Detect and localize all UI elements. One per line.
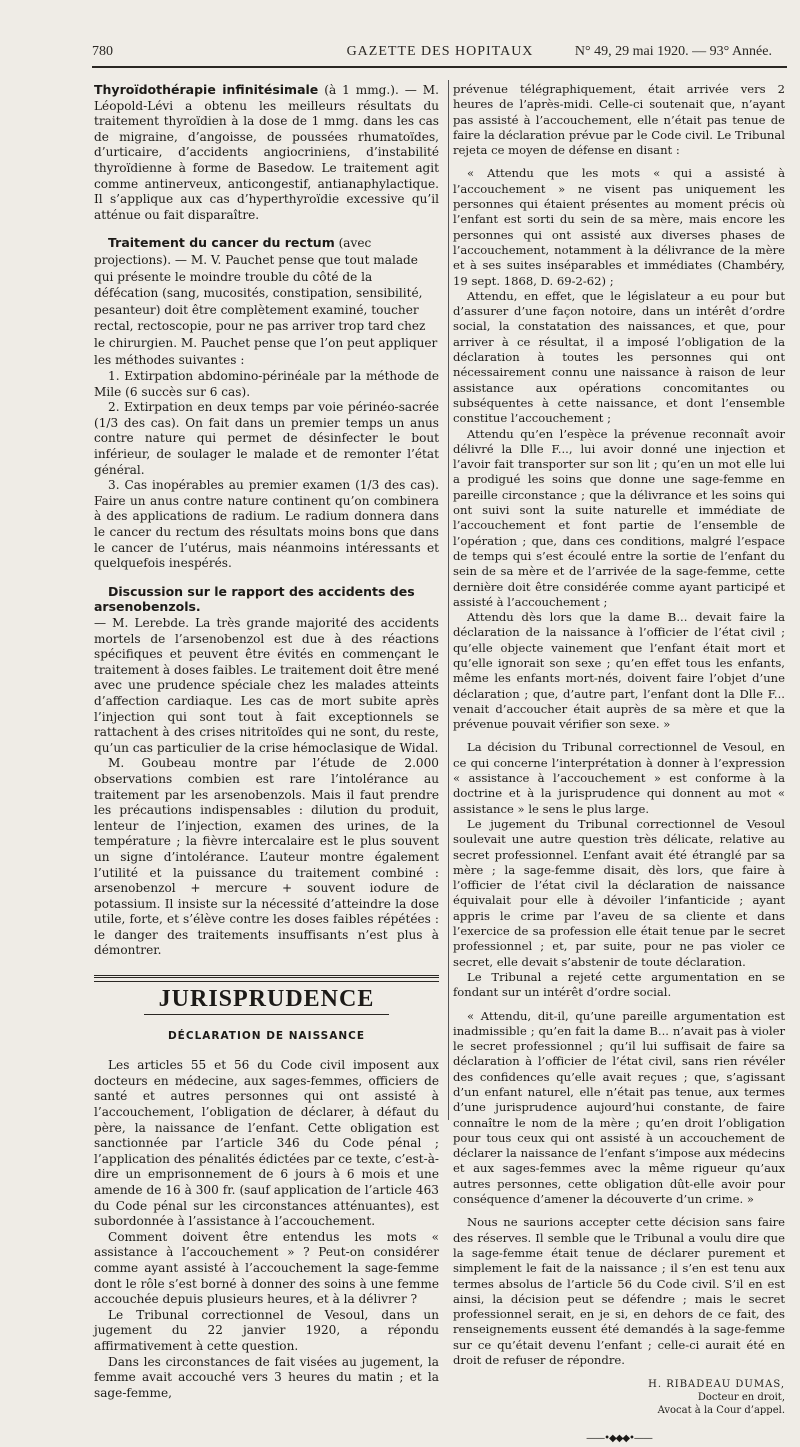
list-item: 2. Extirpation en deux temps par voie périnéo-sacrée (1/3 des cas). On fait dans un premier temps un anus contre nature qui permet de désinfecter le bout inférieur, de soulager le malade et de remonter l’état général. <box>94 400 439 477</box>
article-heading <box>94 82 318 97</box>
paragraph: Le jugement du Tribunal correctionnel de Vesoul soulevait une autre question très délicate, relative au secret professionnel. L’enfant avait été étranglé par sa mère ; la sage-femme disait, dès lors, que faire à l’officier de l’état civil la déclaration de naissance équivalait pour elle à dévoiler l’infanticide ; ayant appris le crime par l’aveu de sa cliente et dans l’exercice de sa profession elle était tenue par le secret professionnel ; et, par suite, pour ne pas violer ce secret, elle devait s’abstenir de toute déclaration. <box>453 816 785 969</box>
article-heading <box>94 235 439 368</box>
quote-paragraph: Attendu qu’en l’espèce la prévenue reconnaît avoir délivré la Dlle F..., lui avoir donné une injection et l’avoir fait transporter sur son lit ; qu’en un mot elle lui a prodigué les soins que donne une sage-femme en pareille circonstance ; que la délivrance et les soins qui ont suivi sont la suite naturelle et immédiate de l’accouchement et font partie de l’ensemble de l’opération ; que, dans ces conditions, malgré l’espace de temps qui s’est écoulé entre la sortie de l’enfant du sein de sa mère et de l’arrivée de la sage-femme, cette dernière doit être considérée comme ayant participé et assisté à l’accouchement ; <box>453 426 785 609</box>
article-heading: Discussion sur le rapport des accidents des arsenobenzols. <box>94 583 415 615</box>
quote-paragraph: « Attendu que les mots « qui a assisté à l’accouchement » ne visent pas uniquement les personnes qui étaient présentes au moment précis où l’enfant est sorti du sein de sa mère, mais encore les personnes qui ont assisté aux diverses phases de l’accouchement, notamment à la délivrance de la mère et à ses suites inséparables et immédiates (Chambéry, 19 sept. 1868, D. 69-2-62) ; <box>453 166 785 288</box>
page-number: 780 <box>92 44 113 59</box>
cancer-title: Traitement du cancer du rectum <box>108 235 335 251</box>
left-column <box>94 82 439 1401</box>
section-rule <box>94 975 439 982</box>
paragraph: Dans les circonstances de fait visées au jugement, la femme avait accouché vers 3 heures du matin ; et la sage-femme, <box>94 1354 439 1400</box>
subsection-title: DÉCLARATION DE NAISSANCE <box>167 1029 366 1042</box>
cancer-intro: (avec projections). — M. V. Pauchet pense que tout malade qui présente le moindre trouble du côté de la défécation (sang, mucosités, constipation, sensibilité, pesanteur) doit être complètement examiné, toucher rectal, rectoscopie, pour ne pas arriver trop tard chez le chirurgien. M. Pauchet pense que l’on peut appliquer les méthodes suivantes : <box>94 236 438 367</box>
paragraph: — M. Lerebde. La très grande majorité des accidents mortels de l’arsenobenzol est due à des réactions spécifiques et peuvent être évités en commençant le traitement à doses faibles. Le traitement doit être mené avec une prudence spéciale chez les malades atteints d’affection cardiaque. Les cas de mort subite après l’injection qui sont tout à fait exceptionnels se rattachent à des crises nitritoïdes qui ne sont, du reste, qu’un cas particulier de la crise hémoclasique de Widal. <box>94 616 439 755</box>
author-title: Docteur en droit, <box>697 1392 785 1404</box>
thyro-text: (à 1 mmg.). — M. Léopold-Lévi a obtenu les meilleurs résultats du traitement thyroïdien à la dose de 1 mmg. dans les cas de migraine, d’angoisse, de poussées rhumatoïdes, d’urticaire, d’accidents angiocriniens, d’instabilité thyroïdienne à forme de Basedow. Le traitement agit comme antinerveux, anticongestif, antianaphylactique. Il s’applique aux cas d’hyperthyroïdie excessive qu’il atténue ou fait disparaître. <box>94 83 440 222</box>
paragraph: Les articles 55 et 56 du Code civil imposent aux docteurs en médecine, aux sages-femmes, officiers de santé et autres personnes qui ont assisté à l’accouchement, l’obligation de déclarer, à défaut du père, la naissance de l’enfant. Cette obligation est sanctionnée par l’article 346 du Code pénal ; l’application des pénalités édictées par ce texte, c’est-à-dire un emprisonnement de 6 jours à 6 mois et une amende de 16 à 300 fr. (sauf application de l’article 463 du Code pénal sur les circonstances atténuantes), est subordonnée à l’assistance à l’accouchement. <box>94 1058 439 1229</box>
quote-paragraph: « Attendu, dit-il, qu’une pareille argumentation est inadmissible ; qu’en fait la dame B... n’avait pas à violer le secret professionnel ; qu’il lui suffisait de faire sa déclaration à l’officier de l’état civil, sans rien révéler des confidences qu’elle avait reçues ; que, s’agissant d’un enfant naturel, elle n’était pas tenue, aux termes d’une jurisprudence aujourd’hui constante, de faire connaître le nom de la mère ; qu’en droit l’obligation pour tous ceux qui ont assisté à un accouchement de déclarer la naissance de l’enfant s’impose aux médecins et aux sages-femmes avec la même rigueur qu’aux autres personnes, cette obligation dût-elle avoir pour conséquence d’amener la découverte d’un crime. » <box>453 1008 785 1207</box>
quote-paragraph: Attendu dès lors que la dame B... devait faire la déclaration de la naissance à l’officier de l’état civil ; qu’elle objecte vainement que l’enfant était mort et qu’elle ignorait son sexe ; qu’en effet tous les enfants, même les enfants mort-nés, doivent faire l’objet d’une déclaration ; que, d’autre part, l’enfant dont la Dlle F... venait d’accoucher était auprès de sa mère et que la prévenue pouvait vérifier son sexe. » <box>453 610 785 732</box>
paragraph: La décision du Tribunal correctionnel de Vesoul, en ce qui concerne l’interprétation à donner à l’expression « assistance à l’accouchement » est conforme à la doctrine et à la jurisprudence qui donnent au mot « assistance » le sens le plus large. <box>453 740 785 816</box>
paragraph: Le Tribunal a rejeté cette argumentation en se fondant sur un intérêt d’ordre social. <box>453 969 785 1000</box>
section-underline <box>144 1014 389 1015</box>
list-item: 1. Extirpation abdomino-périnéale par la méthode de Mile (6 succès sur 6 cas). <box>94 369 439 399</box>
paragraph: prévenue télégraphiquement, était arrivée vers 2 heures de l’après-midi. Celle-ci soutenait que, n’ayant pas assisté à l’accouchement, elle n’était pas tenue de faire la déclaration prévue par le Code civil. Le Tribunal rejeta ce moyen de défense en disant : <box>453 82 785 158</box>
end-ornament: ——•◆◆◆•—— <box>586 1433 652 1445</box>
thyro-title: Thyroïdothérapie infinitésimale <box>94 82 319 97</box>
paragraph: Comment doivent être entendus les mots « assistance à l’accouchement » ? Peut-on considérer comme ayant assisté à l’accouchement la sage-femme dont le rôle s’est borné à donner des soins à une femme accouchée depuis plusieurs heures, et à la délivrer ? <box>94 1229 439 1307</box>
issue-info: N° 49, 29 mai 1920. — 93° Année. <box>574 44 772 59</box>
quote-paragraph: Attendu, en effet, que le législateur a eu pour but d’assurer d’une façon notoire, dans un intérêt d’ordre social, la constatation des naissances, et que, pour arriver à ce résultat, il a imposé l’obligation de la déclaration à toutes les personnes qui ont nécessairement connu une naissance à raison de leur assistance aux opérations concomitantes ou subséquentes à cette naissance, et dont l’ensemble constitue l’accouchement ; <box>453 288 785 426</box>
paragraph: Nous ne saurions accepter cette décision sans faire des réserves. Il semble que le Tribunal a voulu dire que la sage-femme était tenue de déclarer purement et simplement le fait de la naissance ; il s’en est tenu aux termes absolus de l’article 56 du Code civil. S’il en est ainsi, la décision peut se défendre ; mais le secret professionnel serait, en je si, en dehors de ce fait, des renseignements eussent été demandés à la sage-femme sur ce qu’était devenu l’enfant ; celle-ci aurait été en droit de refuser de répondre. <box>453 1215 785 1368</box>
page-header <box>92 44 788 66</box>
paragraph: Le Tribunal correctionnel de Vesoul, dans un jugement du 22 janvier 1920, a répondu affirmativement à cette question. <box>94 1307 439 1353</box>
author-name: H. RIBADEAU DUMAS, <box>648 1379 785 1391</box>
list-item: 3. Cas inopérables au premier examen (1/3 des cas). Faire un anus contre nature continent qu’on combinera à des applications de radium. Le radium donnera dans le cancer du rectum des résultats moins bons que dans le cancer de l’utérus, mais néanmoins intéressants et quelquefois inespérés. <box>94 478 439 571</box>
paragraph: M. Goubeau montre par l’étude de 2.000 observations combien est rare l’intolérance au traitement par les arsenobenzols. Mais il faut prendre les précautions indispensables : dilution du produit, lenteur de l’injection, examen des urines, de la température ; la fièvre intercalaire est le plus souvent un signe d’intolérance. L’auteur montre également l’utilité et la puissance du traitement combiné : arsenobenzol + mercure + souvent iodure de potassium. Il insiste sur la nécessité d’atteindre la dose utile, forte, et s’élève contre les doses faibles répétées : le danger des traitements insuffisants n’est plus à démontrer. <box>94 756 439 958</box>
journal-title: GAZETTE DES HOPITAUX <box>346 44 534 59</box>
section-title: JURISPRUDENCE <box>158 986 375 1013</box>
signature <box>453 1378 785 1417</box>
header-rule <box>92 66 787 68</box>
author-role: Avocat à la Cour d’appel. <box>657 1405 785 1417</box>
right-column <box>453 82 785 1447</box>
column-divider <box>448 80 449 1120</box>
